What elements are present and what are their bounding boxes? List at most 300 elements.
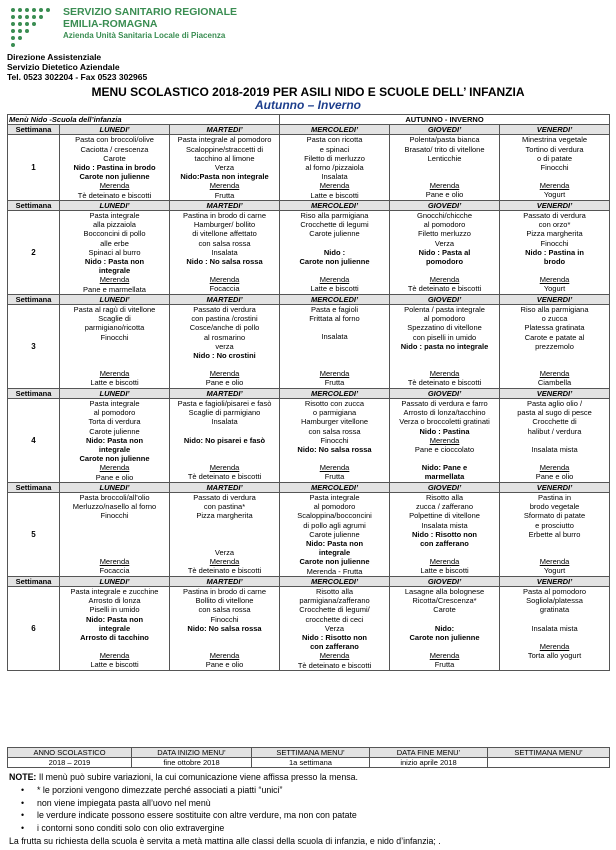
- menu-item: [61, 548, 168, 557]
- menu-item: Tè deteinato e biscotti: [187, 565, 262, 575]
- menu-item: Merenda: [319, 651, 350, 661]
- menu-item: [281, 266, 388, 275]
- menu-item: di pollo agli agrumi: [303, 520, 366, 530]
- footer-value-row: [8, 758, 610, 768]
- menu-item: Frittata al forno: [309, 314, 360, 324]
- day-header: GIOVEDI’: [390, 482, 500, 492]
- day-header: VENERDI’: [500, 294, 610, 304]
- day-header: MARTEDI’: [170, 294, 280, 304]
- menu-item: Nido : Pastina in brodo: [73, 163, 156, 173]
- menu-item: Merenda: [319, 368, 350, 378]
- day-header-row: [8, 125, 610, 135]
- menu-item: Pasta integrale: [89, 398, 140, 408]
- menu-item: Tè deteinato e biscotti: [297, 660, 372, 670]
- menu-item: Pasta con ricotta: [306, 135, 363, 145]
- week-row: [8, 586, 610, 670]
- menu-item: Merenda: [319, 181, 350, 191]
- menu-item: Merenda: [99, 651, 130, 661]
- menu-item: [171, 633, 278, 642]
- menu-item: [391, 266, 498, 275]
- menu-item: con piselli in umido: [412, 332, 477, 342]
- week-header: Settimana: [8, 125, 60, 135]
- menu-item: Merenda: [319, 463, 350, 473]
- menu-cell: [170, 305, 280, 389]
- menu-item: Nido : Pastina in: [525, 247, 584, 257]
- footer-header: ANNO SCOLASTICO: [8, 748, 132, 758]
- menu-cell: [390, 492, 500, 576]
- menu-item: [501, 539, 608, 548]
- direction-label: Direzione Assistenziale: [7, 52, 102, 62]
- menu-item: integrale: [98, 444, 131, 454]
- menu-cell: [390, 398, 500, 482]
- menu-item: Nido : No salsa rossa: [186, 257, 263, 267]
- menu-item: [281, 454, 388, 463]
- region-logo-icon: [7, 4, 53, 50]
- menu-item: Pastina in brodo di carne: [183, 211, 266, 221]
- menu-item: [391, 172, 498, 181]
- day-header: GIOVEDI’: [390, 576, 500, 586]
- menu-item: Merenda: [429, 435, 460, 445]
- menu-item: Merenda: [539, 556, 570, 566]
- menu-item: Pastina in: [538, 492, 571, 502]
- menu-item: marmellata: [424, 472, 465, 482]
- menu-item: Nido : pasta no integrale: [400, 341, 489, 351]
- menu-item: Crocchette di: [532, 417, 577, 427]
- phone-fax: Tel. 0523 302204 - Fax 0523 302965: [7, 72, 148, 82]
- menu-item: Merluzzo/nasello al forno: [72, 502, 157, 512]
- menu-item: Spezzatino di vitellone: [407, 323, 482, 333]
- menu-item: Frutta: [324, 472, 345, 482]
- menu-item: Carote non julienne: [299, 557, 370, 567]
- menu-item: Pasta con broccoli/olive: [75, 135, 154, 145]
- menu-item: Finocchi: [540, 163, 569, 173]
- menu-item: [501, 615, 608, 624]
- menu-item: Merenda: [539, 275, 570, 285]
- menu-item: Nido :: [323, 247, 346, 257]
- menu-item: al pomodoro: [423, 220, 466, 230]
- end-week: [488, 758, 610, 768]
- menu-item: Tè deteinato e biscotti: [187, 471, 262, 481]
- menu-item: Merenda: [209, 650, 240, 660]
- menu-cell: [170, 135, 280, 200]
- menu-item: Nido: Pasta non: [305, 538, 364, 548]
- menu-item: [391, 360, 498, 369]
- menu-item: Merenda: [429, 369, 460, 379]
- menu-item: Scaglie di: [98, 314, 131, 324]
- menu-item: Filetto di merluzzo: [304, 153, 365, 163]
- week-row: [8, 211, 610, 295]
- menu-item: Tortino di verdura: [525, 144, 584, 154]
- menu-item: [171, 427, 278, 436]
- menu-item: con salsa rossa: [308, 426, 361, 436]
- menu-item: [281, 239, 388, 248]
- org-line-3: Azienda Unità Sanitaria Locale di Piacenza: [63, 31, 226, 40]
- note-bullet: • non viene impiegata pasta all’uovo nel menù: [37, 797, 609, 810]
- org-line-2: EMILIA-ROMAGNA: [63, 18, 158, 30]
- menu-item: Crocchette di legumi/: [299, 605, 370, 615]
- menu-item: Pane e olio: [535, 472, 574, 482]
- menu-cell: [500, 492, 610, 576]
- menu-item: Tè deteinato e biscotti: [407, 284, 482, 294]
- day-header: LUNEDI’: [60, 294, 170, 304]
- menu-cell: [390, 586, 500, 670]
- menu-item: Nido : Pastina: [419, 426, 470, 436]
- fruit-note: La frutta su richiesta della scuola è servita a metà mattina alle classi della scuola di infanzia, e nido d’infanzia; .: [9, 835, 441, 846]
- day-header: VENERDI’: [500, 576, 610, 586]
- menu-item: [281, 360, 388, 369]
- day-header: LUNEDI’: [60, 388, 170, 398]
- day-header: VENERDI’: [500, 388, 610, 398]
- menu-item: Polenta / pasta integrale: [404, 305, 485, 315]
- menu-item: con orzo*: [538, 220, 571, 230]
- menu-item: Hamburger vitellone: [300, 417, 369, 427]
- note-bullet: • * le porzioni vengono dimezzate perché associati a piatti “unici”: [37, 784, 609, 797]
- menu-item: [391, 454, 498, 463]
- menu-item: Merenda: [429, 275, 460, 285]
- menu-item: Latte e biscotti: [310, 190, 359, 200]
- menu-item: Latte e biscotti: [310, 284, 359, 294]
- menu-item: Insalata mista: [531, 444, 578, 454]
- menu-item: Gnocchi/chicche: [417, 211, 473, 221]
- day-header: MERCOLEDI’: [280, 482, 390, 492]
- menu-item: Carote julienne: [89, 426, 140, 436]
- menu-item: Finocchi: [540, 238, 569, 248]
- menu-item: Brasato/ trito di vitellone: [404, 144, 485, 154]
- menu-item: Pasta broccoli/all’olio: [79, 492, 150, 502]
- menu-item: integrale: [98, 623, 131, 633]
- menu-item: Passato di verdura e farro: [401, 398, 488, 408]
- menu-item: Spinaci al burro: [88, 247, 141, 257]
- menu-item: Nido : No crostini: [193, 351, 256, 361]
- menu-item: [501, 548, 608, 557]
- menu-item: Pizza margherita: [196, 511, 253, 521]
- menu-item: Erbette al burro: [528, 529, 581, 539]
- footer-header-row: [8, 748, 610, 758]
- menu-item: Verza: [214, 547, 235, 557]
- menu-item: Merenda: [209, 369, 240, 379]
- menu-item: Latte e biscotti: [420, 566, 469, 576]
- menu-item: Verza: [434, 238, 455, 248]
- menu-item: con pastina*: [203, 502, 246, 512]
- department-block: [7, 52, 147, 82]
- menu-item: Tè deteinato e biscotti: [77, 190, 152, 200]
- menu-item: Yogurt: [543, 284, 566, 294]
- note-bullet: • le verdure indicate possono essere sostituite con altre verdure, ma non con patate: [37, 809, 609, 822]
- menu-item: Finocchi: [100, 332, 129, 342]
- menu-item: Arrosto di tacchino: [80, 632, 149, 642]
- menu-item: Ciambella: [537, 378, 572, 388]
- menu-item: Lenticchie: [427, 153, 462, 163]
- organization-name: [63, 6, 237, 41]
- menu-item: Passato di verdura: [193, 305, 256, 315]
- menu-item: [61, 342, 168, 351]
- menu-item: Merenda - Frutta: [306, 566, 363, 576]
- menu-cell: [280, 211, 390, 295]
- menu-item: Latte e biscotti: [90, 660, 139, 670]
- menu-item: [391, 351, 498, 360]
- menu-item: [391, 163, 498, 172]
- menu-cell: [60, 398, 170, 482]
- menu-item: [501, 360, 608, 369]
- menu-table: [7, 114, 610, 671]
- day-header-row: [8, 200, 610, 210]
- menu-item: Ricotta/Crescenza*: [412, 596, 477, 606]
- week-header: Settimana: [8, 482, 60, 492]
- menu-item: Torta di verdura: [88, 417, 141, 427]
- menu-item: e spinaci: [319, 144, 350, 154]
- menu-item: Risotto alla: [315, 586, 354, 596]
- menu-item: Piselli in umido: [89, 605, 140, 615]
- menu-item: Merenda: [429, 181, 460, 191]
- menu-item: Minestrina vegetale: [522, 135, 588, 145]
- menu-item: crocchette di ceci: [305, 614, 364, 624]
- day-header: GIOVEDI’: [390, 125, 500, 135]
- menu-item: Sogliola/platessa: [526, 596, 583, 606]
- menu-item: Caciotta / crescenza: [80, 144, 149, 154]
- menu-cell: [280, 305, 390, 389]
- menu-item: Finocchi: [100, 511, 129, 521]
- menu-item: Merenda: [99, 275, 130, 285]
- menu-item: Latte e biscotti: [90, 378, 139, 388]
- week-number: 2: [8, 211, 60, 295]
- notes-section: [9, 771, 609, 848]
- week-number: 6: [8, 586, 60, 670]
- menu-item: Insalata: [211, 417, 238, 427]
- menu-item: alle erbe: [100, 238, 129, 248]
- menu-item: al pomodoro: [423, 314, 466, 324]
- menu-item: [61, 351, 168, 360]
- menu-item: Nido: Pasta non: [85, 614, 144, 624]
- menu-item: Pasta integrale: [89, 211, 140, 221]
- menu-item: Merenda: [539, 641, 570, 651]
- day-header-row: [8, 576, 610, 586]
- menu-item: Carote non julienne: [79, 172, 150, 182]
- menu-item: halibut / verdura: [527, 426, 582, 436]
- menu-item: Pizza margherita: [526, 229, 583, 239]
- menu-item: Torta allo yogurt: [527, 650, 582, 660]
- menu-item: integrale: [98, 266, 131, 276]
- menu-cell: [390, 305, 500, 389]
- menu-item: tacchino al limone: [194, 153, 255, 163]
- menu-item: [501, 454, 608, 463]
- menu-item: Insalata: [321, 172, 348, 182]
- menu-item: [171, 539, 278, 548]
- menu-item: Pasta aglio olio /: [527, 398, 583, 408]
- menu-item: Merenda: [209, 275, 240, 285]
- menu-item: [171, 445, 278, 454]
- table-top-row: [8, 115, 610, 125]
- menu-item: Insalata: [211, 247, 238, 257]
- menu-item: Frutta: [324, 377, 345, 387]
- menu-item: Merenda: [429, 650, 460, 660]
- menu-item: Verza: [324, 623, 345, 633]
- menu-item: Tè deteinato e biscotti: [407, 378, 482, 388]
- footer-header: DATA FINE MENU’: [370, 748, 488, 758]
- menu-end-date: inizio aprile 2018: [370, 758, 488, 768]
- menu-item: [391, 642, 498, 651]
- menu-item: [171, 454, 278, 463]
- menu-item: Nido: No pisarei e fasò: [183, 435, 266, 445]
- menu-item: Pasta al pomodoro: [523, 586, 586, 596]
- day-header: VENERDI’: [500, 200, 610, 210]
- menu-item: Polpettine di vitellone: [409, 511, 480, 521]
- menu-item: Nido:Pasta non integrale: [180, 172, 269, 182]
- menu-item: Carote: [103, 153, 126, 163]
- week-row: [8, 492, 610, 576]
- menu-item: Merenda: [539, 462, 570, 472]
- menu-item: [501, 660, 608, 669]
- day-header: GIOVEDI’: [390, 200, 500, 210]
- menu-item: di vitellone affettato: [192, 229, 257, 239]
- menu-item: [171, 521, 278, 530]
- day-header: VENERDI’: [500, 125, 610, 135]
- menu-item: alla pizzaiola: [93, 220, 136, 230]
- menu-item: [171, 642, 278, 651]
- menu-item: con salsa rossa: [198, 238, 251, 248]
- school-year: 2018 – 2019: [8, 758, 132, 768]
- menu-item: Nido: No salsa rossa: [297, 444, 372, 454]
- menu-item: Platessa gratinata: [524, 323, 585, 333]
- menu-item: zucca / zafferano: [416, 502, 473, 512]
- week-number: 5: [8, 492, 60, 576]
- day-header: MARTEDI’: [170, 388, 280, 398]
- note-label: NOTE:: [9, 772, 37, 782]
- menu-cell: [280, 135, 390, 200]
- menu-item: con pastina /crostini: [191, 314, 258, 324]
- menu-item: Hamburger/ bollito: [193, 220, 256, 230]
- menu-item: Insalata: [321, 332, 348, 342]
- menu-item: Passato di verdura: [523, 211, 586, 221]
- menu-cell: [60, 586, 170, 670]
- menu-item: Carote: [433, 605, 456, 615]
- menu-item: Merenda: [99, 368, 130, 378]
- menu-item: Pasta integrale: [309, 492, 360, 502]
- menu-item: Carote non julienne: [299, 256, 370, 266]
- menu-item: Finocchi: [210, 614, 239, 624]
- menu-item: Bollito di vitellone: [195, 596, 254, 606]
- day-header: GIOVEDI’: [390, 388, 500, 398]
- menu-item: Carote non julienne: [409, 632, 480, 642]
- menu-item: brodo: [543, 257, 566, 267]
- menu-cell: [170, 398, 280, 482]
- menu-item: Frutta: [434, 660, 455, 670]
- menu-item: Nido : Pasta al: [418, 247, 471, 257]
- menu-item: pasta al sugo di pesce: [517, 408, 592, 418]
- menu-item: Verza: [214, 163, 235, 173]
- menu-item: Nido:: [434, 623, 455, 633]
- menu-item: Merenda: [209, 181, 240, 191]
- day-header: MERCOLEDI’: [280, 576, 390, 586]
- menu-item: Pasta integrale e zucchine: [70, 586, 159, 596]
- menu-item: [501, 266, 608, 275]
- menu-item: verza: [215, 341, 234, 351]
- menu-item: Arrosto di lonza: [88, 596, 141, 606]
- menu-item: gratinata: [539, 605, 570, 615]
- menu-item: [501, 172, 608, 181]
- day-header-row: [8, 388, 610, 398]
- day-header: LUNEDI’: [60, 576, 170, 586]
- menu-item: [61, 360, 168, 369]
- menu-item: Nido: Pane e: [421, 463, 468, 473]
- week-row: [8, 398, 610, 482]
- menu-item: o parmigiana: [312, 408, 357, 418]
- menu-item: Lasagne alla bolognese: [404, 586, 485, 596]
- footer-table: [7, 747, 610, 768]
- menu-item: parmigiana/zafferano: [299, 596, 370, 606]
- menu-item: al forno /pizzaiola: [305, 163, 364, 173]
- footer-header: SETTIMANA MENU’: [252, 748, 370, 758]
- menu-item: Nido : Risotto non: [412, 529, 477, 539]
- menu-item: Risotto con zucca: [304, 398, 365, 408]
- menu-item: Riso alla parmigiana: [300, 211, 369, 221]
- day-header: MERCOLEDI’: [280, 388, 390, 398]
- menu-cell: [500, 211, 610, 295]
- footer-header: SETTIMANA MENU’: [488, 748, 610, 758]
- menu-cell: [60, 305, 170, 389]
- start-week: 1a settimana: [252, 758, 370, 768]
- menu-item: Carote non julienne: [79, 454, 150, 464]
- menu-item: [281, 351, 388, 360]
- menu-cell: [390, 211, 500, 295]
- menu-item: [171, 360, 278, 369]
- menu-item: Merenda: [99, 463, 130, 473]
- menu-item: Nido : Pasta non: [84, 257, 145, 267]
- menu-item: Crocchette di legumi: [300, 220, 369, 230]
- season-label: AUTUNNO - INVERNO: [280, 115, 610, 125]
- menu-cell: [390, 135, 500, 200]
- menu-item: [391, 548, 498, 557]
- day-header: VENERDI’: [500, 482, 610, 492]
- org-line-1: SERVIZIO SANITARIO REGIONALE: [63, 6, 238, 18]
- menu-item: Pasta integrale al pomodoro: [177, 135, 272, 145]
- menu-item: Pane e olio: [95, 472, 134, 482]
- menu-item: o di patate: [537, 153, 573, 163]
- menu-item: Pane e marmellata: [83, 284, 146, 294]
- menu-item: Merenda: [209, 556, 240, 566]
- day-header: MARTEDI’: [170, 576, 280, 586]
- day-header-row: [8, 294, 610, 304]
- menu-item: Passato di verdura: [193, 492, 256, 502]
- menu-item: Merenda: [539, 369, 570, 379]
- letterhead: [7, 4, 607, 82]
- menu-cell: [170, 492, 280, 576]
- menu-cell: [170, 211, 280, 295]
- menu-cell: [280, 492, 390, 576]
- menu-cell: [500, 305, 610, 389]
- menu-item: [61, 530, 168, 539]
- week-number: 3: [8, 305, 60, 389]
- menu-item: [61, 521, 168, 530]
- menu-item: o zucca: [541, 314, 568, 324]
- menu-item: [501, 436, 608, 445]
- notes-list: [9, 784, 609, 835]
- menu-item: Pasta al ragù di vitellone: [73, 305, 156, 315]
- menu-item: al rosmarino: [203, 332, 246, 342]
- menu-title: MENU SCOLASTICO 2018-2019 PER ASILI NIDO E SCUOLE DELL’ INFANZIA: [91, 85, 525, 99]
- day-header: MERCOLEDI’: [280, 294, 390, 304]
- menu-cell: [60, 492, 170, 576]
- menu-cell: [280, 398, 390, 482]
- menu-item: Merenda: [99, 556, 130, 566]
- menu-item: Pasta e fagioli: [310, 305, 359, 315]
- menu-item: Pane e olio: [425, 190, 464, 200]
- menu-item: [501, 351, 608, 360]
- day-header: LUNEDI’: [60, 200, 170, 210]
- menu-item: Insalata mista: [421, 520, 468, 530]
- menu-item: al pomodoro: [313, 502, 356, 512]
- menu-item: Finocchi: [320, 435, 349, 445]
- day-header: MARTEDI’: [170, 125, 280, 135]
